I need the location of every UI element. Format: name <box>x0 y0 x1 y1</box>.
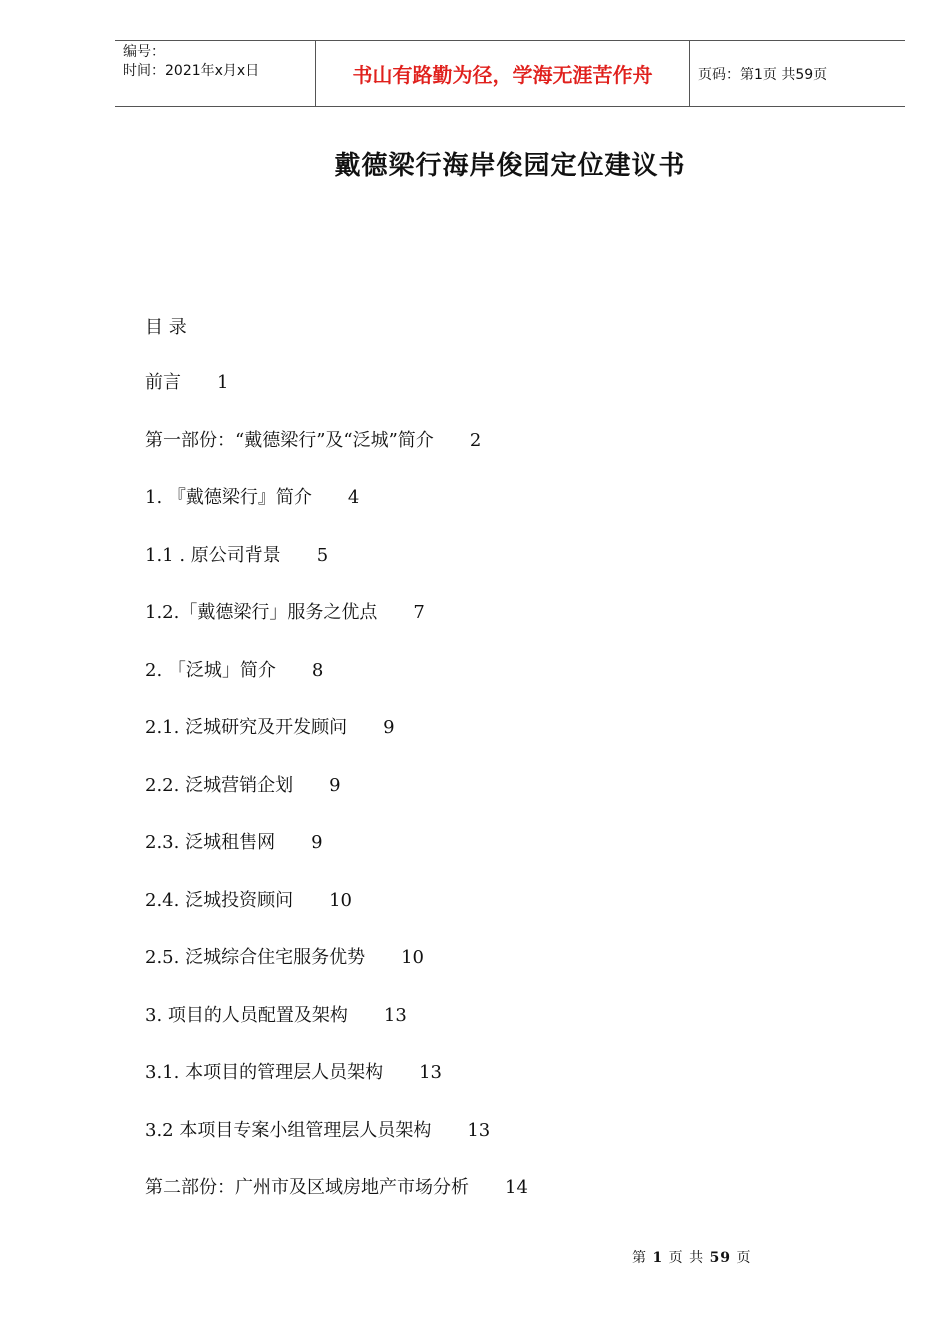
toc-entry-label: 2.2. 泛城营销企划 <box>145 774 294 796</box>
toc-entry-label: 2. 「泛城」简介 <box>145 659 276 681</box>
serial-label: 编号： <box>123 44 165 60</box>
toc-entry-label: 前言 <box>145 372 181 393</box>
toc-entry-page: 9 <box>329 774 341 796</box>
toc-entry <box>145 1060 528 1118</box>
toc-entry <box>145 773 528 831</box>
toc-entry <box>145 543 528 601</box>
toc-entry-page: 10 <box>401 947 424 968</box>
header-motto: 书山有路勤为径，学海无涯苦作舟 <box>316 41 690 106</box>
toc-entry-label: 2.3. 泛城租售网 <box>145 832 276 853</box>
page-header <box>115 40 905 107</box>
toc-entry <box>145 830 528 888</box>
footer-suffix: 页 <box>736 1250 752 1266</box>
toc-entry-label: 2.5. 泛城综合住宅服务优势 <box>145 947 366 968</box>
toc-entry-label: 1.2.「戴德梁行」服务之优点 <box>145 602 378 623</box>
toc-entry-page: 7 <box>413 602 425 623</box>
toc-entry-page: 9 <box>383 717 395 738</box>
footer-current-page: 1 <box>652 1250 664 1266</box>
toc-entry-page: 10 <box>329 889 352 911</box>
toc-entry-page: 13 <box>383 1004 407 1026</box>
page-footer <box>632 1247 752 1267</box>
footer-prefix: 第 <box>632 1250 647 1266</box>
toc-entry-page: 9 <box>311 832 323 853</box>
toc-entry <box>145 600 528 658</box>
footer-middle: 页 共 <box>668 1250 705 1266</box>
toc-entry <box>145 1003 528 1061</box>
toc-entry-page: 4 <box>347 487 360 508</box>
toc-entry-page: 13 <box>419 1062 442 1083</box>
toc-entry-label: 1.1 . 原公司背景 <box>145 544 281 566</box>
toc-entry <box>145 1118 528 1176</box>
toc-entry-label: 2.4. 泛城投资顾问 <box>145 889 294 911</box>
toc-heading: 目 录 <box>145 317 187 338</box>
toc-entry <box>145 370 528 428</box>
toc-entry-label: 1. 『戴德梁行』简介 <box>145 487 312 508</box>
toc-entry <box>145 658 528 716</box>
toc-entry-label: 3.2 本项目专案小组管理层人员架构 <box>145 1119 432 1141</box>
time-label: 时间：2021年x月x日 <box>123 63 260 79</box>
header-page-label: 页码：第1页 共59页 <box>698 66 828 83</box>
footer-total-pages: 59 <box>709 1250 732 1266</box>
toc-entry-page: 13 <box>467 1119 491 1141</box>
toc-entry <box>145 945 528 1003</box>
toc-entry-page: 1 <box>217 372 229 393</box>
toc-entry-label: 第一部份：“戴德梁行”及“泛城”简介 <box>145 429 434 451</box>
toc-entry-label: 第二部份：广州市及区域房地产市场分析 <box>145 1177 469 1198</box>
toc-entry-page: 8 <box>311 659 324 681</box>
toc-entry-page: 5 <box>316 544 329 566</box>
toc-entry-label: 3. 项目的人员配置及架构 <box>145 1004 348 1026</box>
toc-entry-page: 2 <box>469 429 482 451</box>
toc-entry-label: 3.1. 本项目的管理层人员架构 <box>145 1062 384 1083</box>
toc-entry <box>145 485 528 543</box>
table-of-contents <box>145 370 528 1233</box>
toc-entry <box>145 715 528 773</box>
toc-entry <box>145 1175 528 1233</box>
toc-entry-page: 14 <box>505 1177 528 1198</box>
header-meta <box>115 41 316 106</box>
document-title: 戴德梁行海岸俊园定位建议书 <box>334 151 686 181</box>
toc-entry <box>145 888 528 946</box>
toc-entry <box>145 428 528 486</box>
toc-entry-label: 2.1. 泛城研究及开发顾问 <box>145 717 348 738</box>
